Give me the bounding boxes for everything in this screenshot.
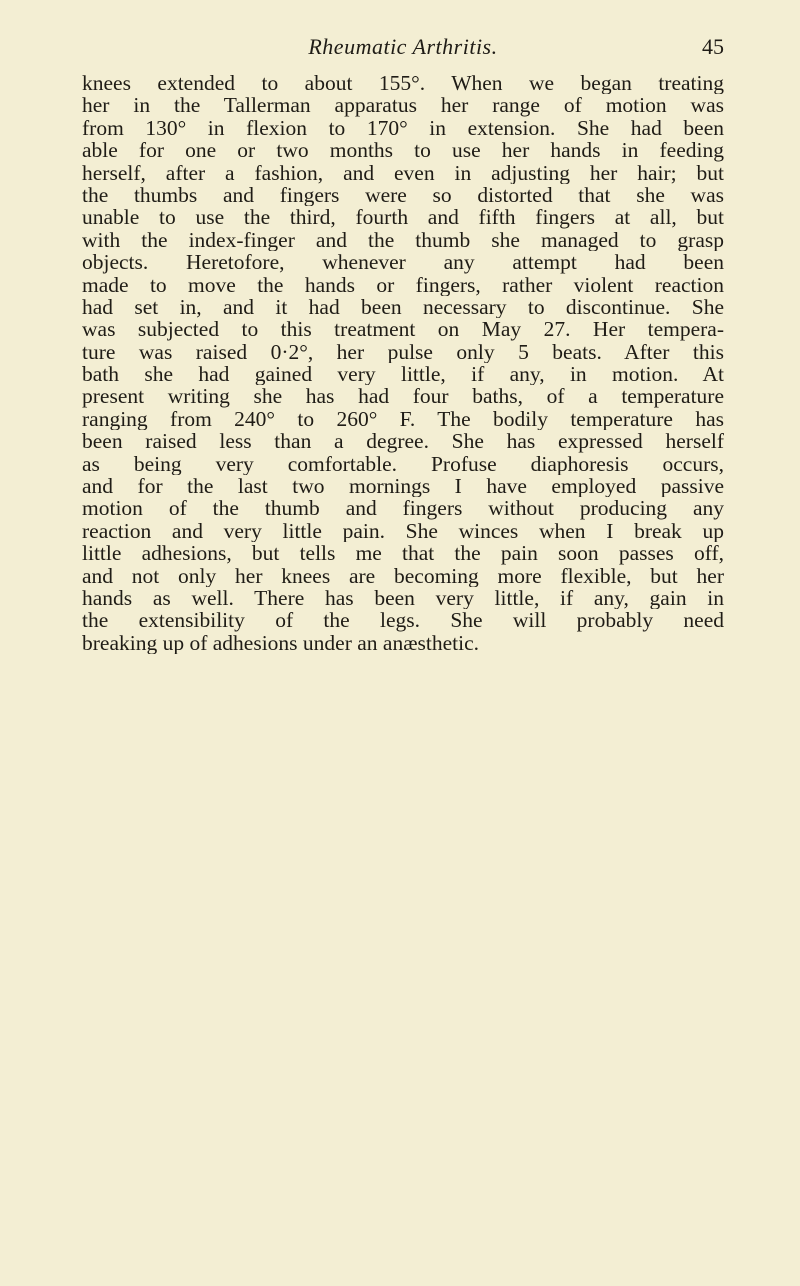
text-line: ture was raised 0·2°, her pulse only 5 beats. After this <box>82 340 724 364</box>
text-line: knees extended to about 155°. When we began treating <box>82 72 724 95</box>
text-line: and for the last two mornings I have employed passive <box>82 475 724 498</box>
text-line: had set in, and it had been necessary to discontinue. She <box>82 295 724 319</box>
text-line: and not only her knees are becoming more flexible, but her <box>82 564 724 587</box>
text-line: her in the Tallerman apparatus her range of motion was <box>82 94 724 117</box>
text-line: was subjected to this treatment on May 27. Her tempera- <box>82 318 724 341</box>
text-line: ranging from 240° to 260° F. The bodily temperature has <box>82 407 724 431</box>
running-title: Rheumatic Arthritis. <box>308 34 498 59</box>
text-line: hands as well. There has been very little, if any, gain in <box>82 586 724 610</box>
text-line: herself, after a fashion, and even in adjusting her hair; but <box>82 161 724 184</box>
text-line: with the index-finger and the thumb she managed to grasp <box>82 228 724 252</box>
text-line: the extensibility of the legs. She will probably need <box>82 609 724 632</box>
text-line: able for one or two months to use her hands in feeding <box>82 139 724 162</box>
text-line: as being very comfortable. Profuse diaphoresis occurs, <box>82 452 724 476</box>
text-line: present writing she has had four baths, of a temperature <box>82 385 724 408</box>
text-line: from 130° in flexion to 170° in extension. She had been <box>82 116 724 140</box>
text-line: the thumbs and fingers were so distorted that she was <box>82 183 724 207</box>
text-line: little adhesions, but tells me that the pain soon passes off, <box>82 542 724 565</box>
body-paragraph <box>82 72 724 654</box>
page-number: 45 <box>702 34 724 59</box>
text-line: bath she had gained very little, if any, in motion. At <box>82 363 724 386</box>
running-head <box>82 34 724 64</box>
text-line: been raised less than a degree. She has expressed herself <box>82 430 724 453</box>
text-line: made to move the hands or fingers, rather violent reaction <box>82 273 724 296</box>
text-line: breaking up of adhesions under an anæsthetic. <box>82 631 480 655</box>
text-line: unable to use the third, fourth and fifth fingers at all, but <box>82 206 724 229</box>
text-line: objects. Heretofore, whenever any attempt had been <box>82 251 724 274</box>
text-line: reaction and very little pain. She winces when I break up <box>82 519 724 543</box>
text-line: motion of the thumb and fingers without producing any <box>82 497 724 520</box>
